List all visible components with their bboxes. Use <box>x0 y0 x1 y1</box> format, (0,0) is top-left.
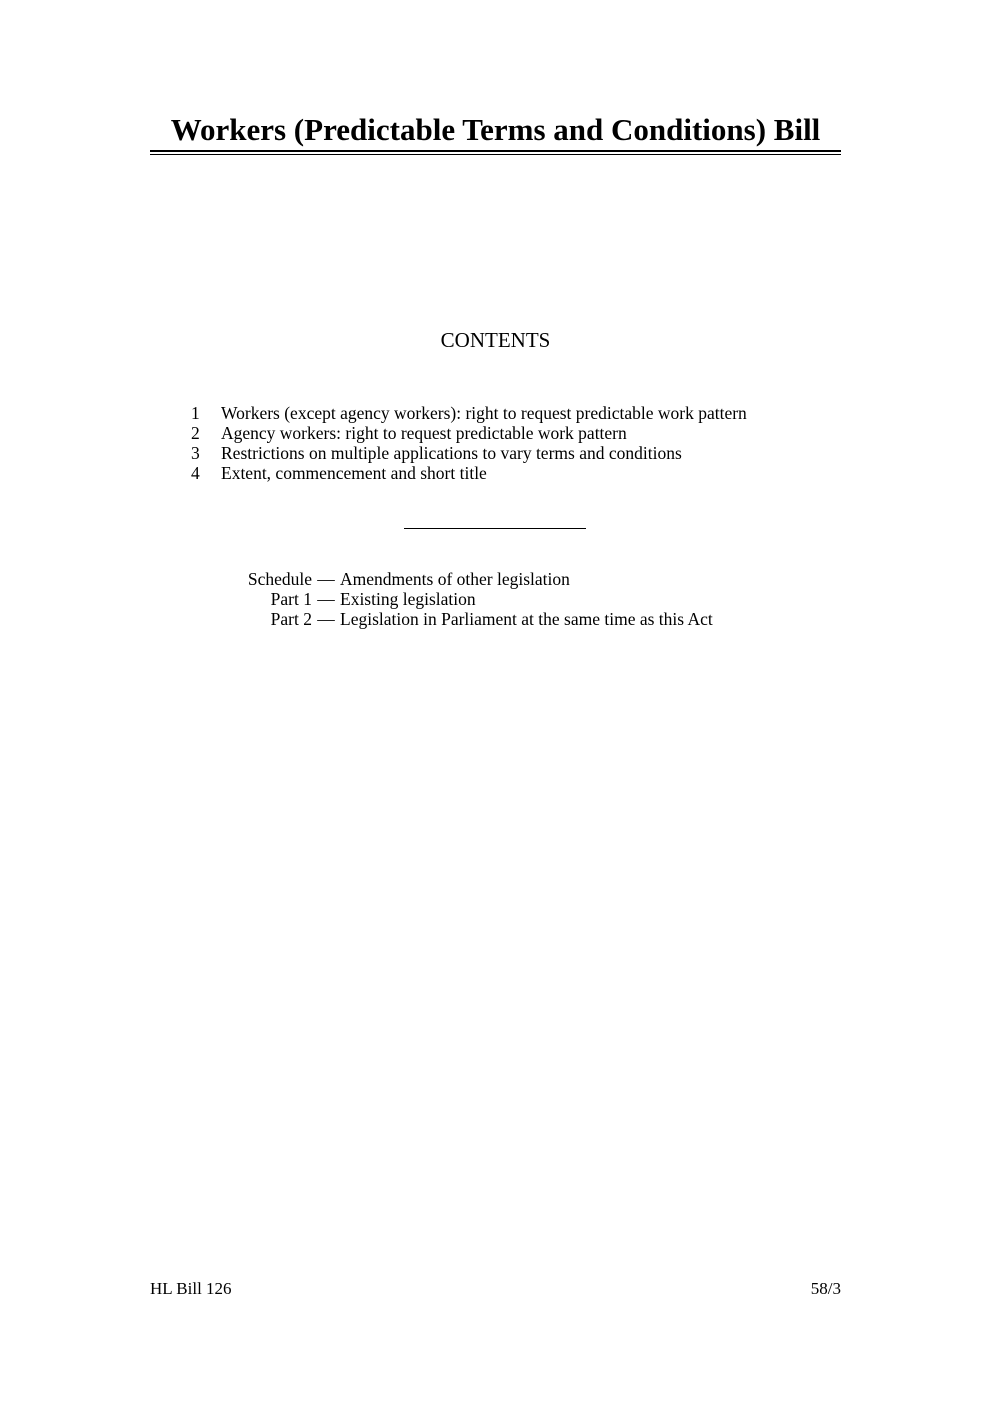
schedule-item-dash: — <box>317 609 335 629</box>
schedule-item <box>150 609 713 629</box>
contents-item-number: 2 <box>191 423 200 443</box>
section-divider <box>404 528 586 529</box>
contents-item <box>185 463 747 483</box>
contents-item-text: Extent, commencement and short title <box>221 463 487 483</box>
schedule-item-label: Part 2 <box>270 609 312 629</box>
schedule-item-dash: — <box>317 569 335 589</box>
contents-item <box>185 403 747 423</box>
schedule-item-text: Existing legislation <box>340 589 476 609</box>
contents-item <box>185 443 747 463</box>
contents-heading: CONTENTS <box>440 328 551 352</box>
schedule-item <box>150 589 713 609</box>
page-reference: 58/3 <box>810 1279 841 1298</box>
schedule-item-dash: — <box>317 589 335 609</box>
contents-item <box>185 423 747 443</box>
schedule-item-text: Amendments of other legislation <box>340 569 570 589</box>
bill-title: Workers (Predictable Terms and Conditions) Bill <box>170 112 821 147</box>
contents-item-text: Restrictions on multiple applications to vary terms and conditions <box>221 443 682 463</box>
schedule-item-label: Schedule <box>247 569 312 589</box>
contents-item-number: 3 <box>191 443 200 463</box>
title-double-rule-top <box>150 150 841 152</box>
schedule-item <box>150 569 713 589</box>
title-double-rule-bottom <box>150 154 841 155</box>
contents-item-text: Workers (except agency workers): right to request predictable work pattern <box>221 403 747 423</box>
contents-item-number: 1 <box>191 403 200 423</box>
bill-reference: HL Bill 126 <box>150 1279 232 1298</box>
schedule-list <box>150 569 713 629</box>
contents-item-number: 4 <box>191 463 200 483</box>
schedule-item-label: Part 1 <box>270 589 312 609</box>
schedule-item-text: Legislation in Parliament at the same time as this Act <box>340 609 713 629</box>
contents-list <box>185 403 747 483</box>
contents-item-text: Agency workers: right to request predictable work pattern <box>221 423 627 443</box>
